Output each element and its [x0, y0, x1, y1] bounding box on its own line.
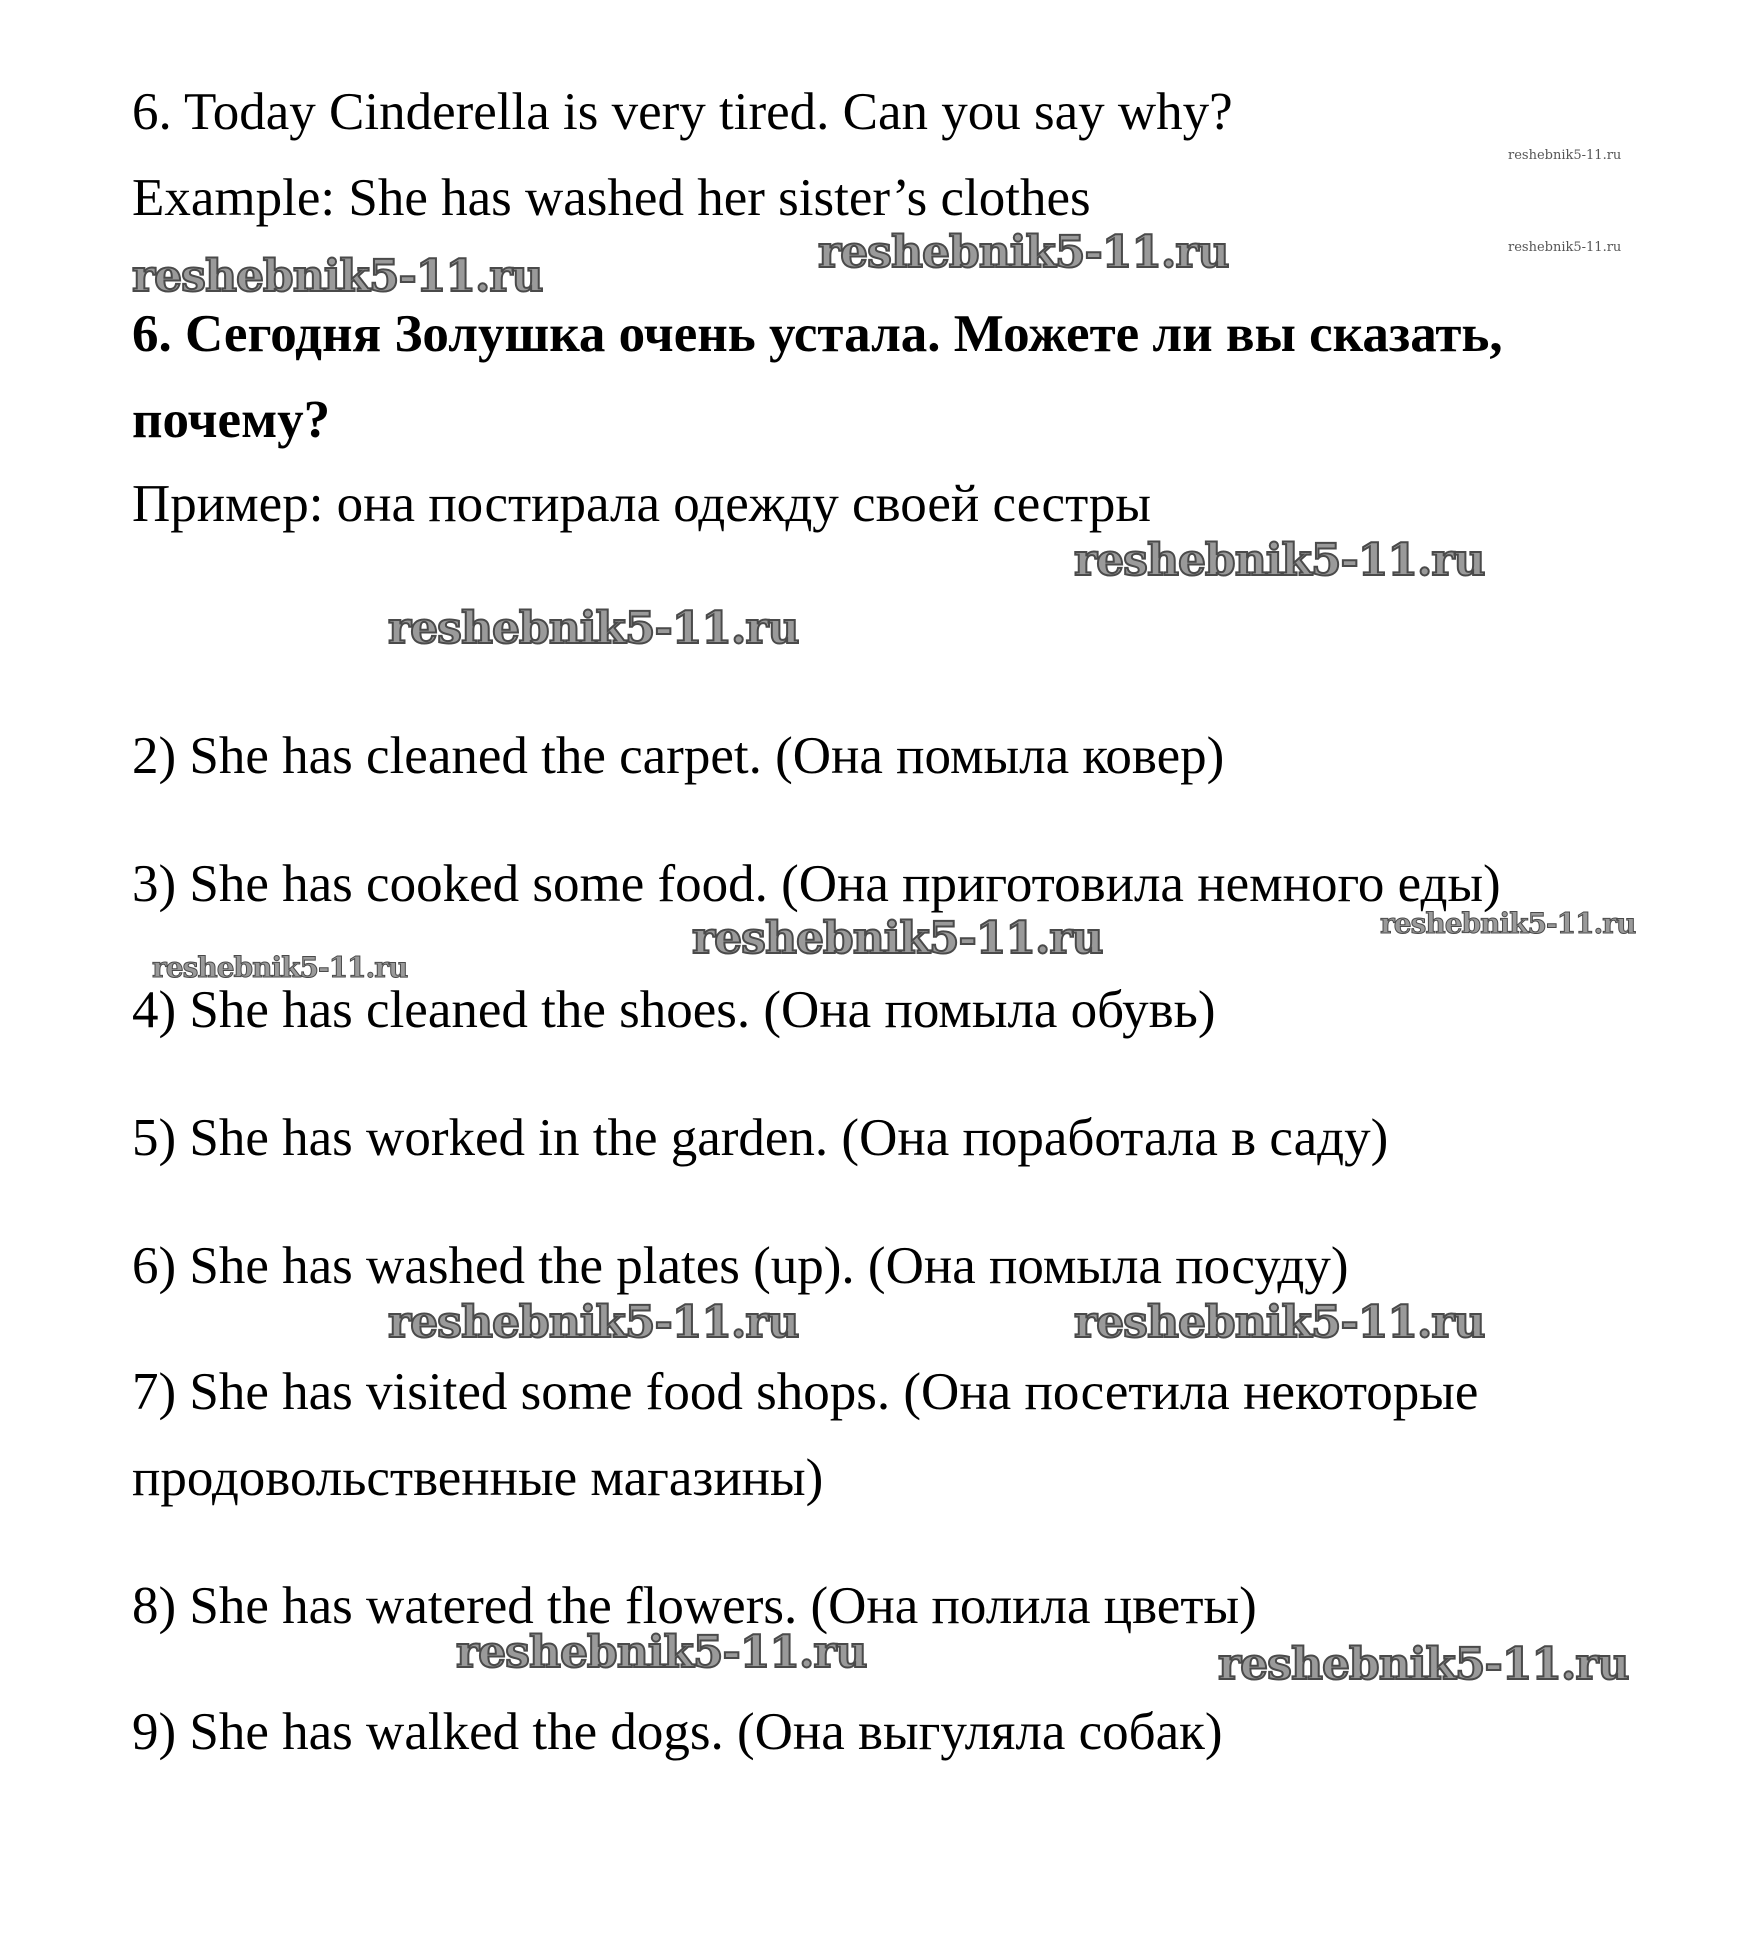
answer-2: 2) She has cleaned the carpet. (Она помыла ковер)	[132, 727, 1225, 785]
watermark: reshebnik5-11.ru	[456, 1627, 867, 1678]
watermark: reshebnik5-11.ru	[1380, 907, 1636, 940]
answer-5: 5) She has worked in the garden. (Она поработала в саду)	[132, 1109, 1389, 1167]
answer-7-line2: продовольственные магазины)	[132, 1449, 824, 1507]
watermark: reshebnik5-11.ru	[1074, 1297, 1485, 1348]
watermark: reshebnik5-11.ru	[1508, 148, 1622, 163]
watermark: reshebnik5-11.ru	[818, 227, 1229, 278]
answer-8: 8) She has watered the flowers. (Она полила цветы)	[132, 1577, 1257, 1635]
task-title-ru-line2: почему?	[132, 391, 331, 449]
watermark: reshebnik5-11.ru	[1508, 240, 1622, 255]
watermark: reshebnik5-11.ru	[1218, 1639, 1629, 1690]
watermark: reshebnik5-11.ru	[152, 951, 408, 984]
watermark: reshebnik5-11.ru	[132, 251, 543, 302]
watermark: reshebnik5-11.ru	[1074, 535, 1485, 586]
task-title-ru-line1: 6. Сегодня Золушка очень устала. Можете ли вы сказать,	[132, 305, 1503, 363]
watermark: reshebnik5-11.ru	[388, 603, 799, 654]
answer-6: 6) She has washed the plates (up). (Она помыла посуду)	[132, 1237, 1349, 1295]
answer-3: 3) She has cooked some food. (Она приготовила немного еды)	[132, 855, 1501, 913]
task-title-en: 6. Today Cinderella is very tired. Can you say why?	[132, 83, 1233, 141]
answer-7-line1: 7) She has visited some food shops. (Она посетила некоторые	[132, 1363, 1479, 1421]
task-example-en: Example: She has washed her sister’s clothes	[132, 169, 1091, 227]
answer-4: 4) She has cleaned the shoes. (Она помыла обувь)	[132, 981, 1216, 1039]
watermark: reshebnik5-11.ru	[388, 1297, 799, 1348]
task-example-ru: Пример: она постирала одежду своей сестры	[132, 475, 1151, 533]
answer-9: 9) She has walked the dogs. (Она выгуляла собак)	[132, 1703, 1223, 1761]
watermark: reshebnik5-11.ru	[692, 913, 1103, 964]
